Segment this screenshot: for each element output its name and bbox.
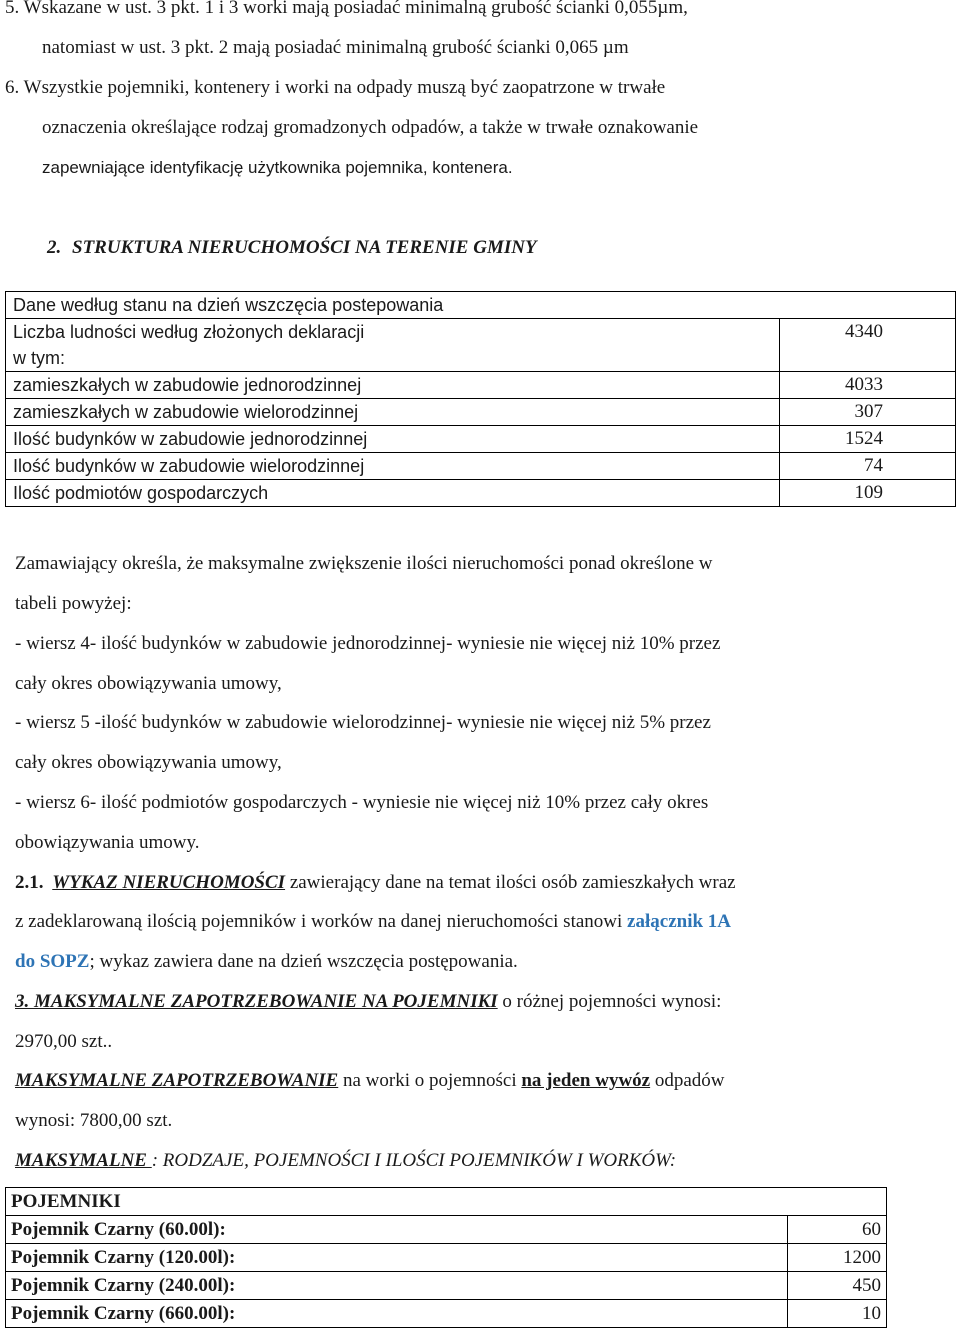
attachment-link[interactable]: załącznik 1A — [627, 911, 732, 932]
table-row — [6, 399, 956, 426]
item-6-line-3: zapewniające identyfikację użytkownika pojemnika, kontenera. — [42, 158, 513, 177]
population-value: 4340 — [780, 319, 956, 372]
item-6-line-1: 6. Wszystkie pojemniki, kontenery i worki na odpady muszą być zaopatrzone w trwałe — [5, 77, 666, 98]
bags-demand-title: MAKSYMALNE ZAPOTRZEBOWANIE — [15, 1070, 339, 1091]
table-row — [6, 1216, 887, 1244]
table-cell-label: Ilość budynków w zabudowie wielorodzinnej — [6, 453, 780, 480]
section-2-heading — [47, 236, 537, 260]
section-2-1-line-2-text: z zadeklarowaną ilością pojemników i worków na danej nieruchomości stanowi — [15, 911, 628, 932]
table-cell-label: Ilość budynków w zabudowie jednorodzinnej — [6, 426, 780, 453]
table-cell-value: 10 — [788, 1300, 887, 1328]
types-heading — [15, 1149, 676, 1173]
table-cell-label: zamieszkałych w zabudowie jednorodzinnej — [6, 372, 780, 399]
section-2-1-line-3-rest: ; wykaz zawiera dane na dzień wszczęcia postępowania. — [89, 951, 518, 972]
table-cell-value: 307 — [780, 399, 956, 426]
item-5-line-2: natomiast w ust. 3 pkt. 2 mają posiadać minimalną grubość ścianki 0,065 µm — [42, 37, 629, 58]
paragraph-3-line-2: cały okres obowiązywania umowy, — [15, 752, 282, 773]
bags-demand-end: odpadów — [650, 1070, 725, 1091]
table-cell-value: 450 — [788, 1272, 887, 1300]
paragraph-3-line-1: - wiersz 5 -ilość budynków w zabudowie wielorodzinnej- wyniesie nie więcej niż 5% przez — [15, 712, 711, 733]
table-row — [6, 426, 956, 453]
section-3-line-1 — [15, 990, 721, 1014]
structure-table-header-row — [6, 292, 956, 319]
section-2-1-line-1 — [15, 871, 736, 895]
table-row — [6, 1272, 887, 1300]
table-cell-value: 4033 — [780, 372, 956, 399]
table-cell-label — [6, 319, 780, 372]
item-6-line-2: oznaczenia określające rodzaj gromadzonych odpadów, a także w trwałe oznakowanie — [42, 117, 699, 138]
table-cell-value: 109 — [780, 480, 956, 507]
bags-demand-mid: na worki o pojemności — [338, 1070, 522, 1091]
table-cell-label: zamieszkałych w zabudowie wielorodzinnej — [6, 399, 780, 426]
paragraph-2-line-1: - wiersz 4- ilość budynków w zabudowie jednorodzinnej- wyniesie nie więcej niż 10% przez — [15, 633, 721, 654]
section-2-1-line-1-rest: zawierający dane na temat ilości osób zamieszkałych wraz — [285, 872, 736, 893]
table-row — [6, 453, 956, 480]
paragraph-1-line-1: Zamawiający określa, że maksymalne zwiększenie ilości nieruchomości ponad określone w — [15, 553, 713, 574]
table-row — [6, 372, 956, 399]
paragraph-4-line-2: obowiązywania umowy. — [15, 832, 200, 853]
table-row — [6, 1244, 887, 1272]
structure-table-header: Dane według stanu na dzień wszczęcia postepowania — [6, 292, 956, 319]
table-row — [6, 319, 956, 372]
table-cell-label: Pojemnik Czarny (120.00l): — [6, 1244, 788, 1272]
paragraph-4-line-1: - wiersz 6- ilość podmiotów gospodarczych - wyniesie nie więcej niż 10% przez cały okres — [15, 792, 709, 813]
table-cell-label: Pojemnik Czarny (660.00l): — [6, 1300, 788, 1328]
table-cell-value: 74 — [780, 453, 956, 480]
sopz-link[interactable]: do SOPZ — [15, 951, 90, 972]
section-2-number: 2. — [47, 237, 62, 258]
section-2-1-line-3 — [15, 950, 518, 974]
table-row — [6, 1300, 887, 1328]
population-label: Liczba ludności według złożonych deklaracji — [13, 322, 365, 342]
table-cell-value: 60 — [788, 1216, 887, 1244]
paragraph-2-line-2: cały okres obowiązywania umowy, — [15, 673, 282, 694]
section-2-1-title: WYKAZ NIERUCHOMOŚCI — [52, 872, 286, 893]
containers-header: POJEMNIKI — [6, 1188, 887, 1216]
section-3-line-1-rest: o różnej pojemności wynosi: — [497, 991, 722, 1012]
table-cell-value: 1524 — [780, 426, 956, 453]
table-cell-label: Pojemnik Czarny (60.00l): — [6, 1216, 788, 1244]
section-2-1-number: 2.1. — [15, 872, 44, 893]
table-cell-value: 1200 — [788, 1244, 887, 1272]
bags-demand-bold: na jeden wywóz — [521, 1070, 651, 1091]
containers-header-row — [6, 1188, 887, 1216]
paragraph-1-line-2: tabeli powyżej: — [15, 593, 132, 614]
bags-demand-line-2: wynosi: 7800,00 szt. — [15, 1110, 173, 1131]
table-cell-label: Pojemnik Czarny (240.00l): — [6, 1272, 788, 1300]
table-cell-label: Ilość podmiotów gospodarczych — [6, 480, 780, 507]
item-5-line-1: 5. Wskazane w ust. 3 pkt. 1 i 3 worki mają posiadać minimalną grubość ścianki 0,055µm, — [5, 0, 688, 18]
section-3-line-2: 2970,00 szt.. — [15, 1031, 113, 1052]
types-heading-title: MAKSYMALNE — [15, 1150, 152, 1171]
types-heading-rest: : RODZAJE, POJEMNOŚCI I ILOŚCI POJEMNIKÓW I WORKÓW: — [151, 1150, 677, 1171]
table-row — [6, 480, 956, 507]
structure-table — [5, 291, 956, 507]
section-2-title: STRUKTURA NIERUCHOMOŚCI NA TERENIE GMINY — [72, 237, 537, 258]
population-sub-label: w tym: — [13, 348, 65, 368]
section-3-title: 3. MAKSYMALNE ZAPOTRZEBOWANIE NA POJEMNIKI — [15, 991, 498, 1012]
bags-demand-line-1 — [15, 1069, 725, 1093]
section-2-1-line-2 — [15, 910, 731, 934]
containers-table — [5, 1187, 887, 1328]
